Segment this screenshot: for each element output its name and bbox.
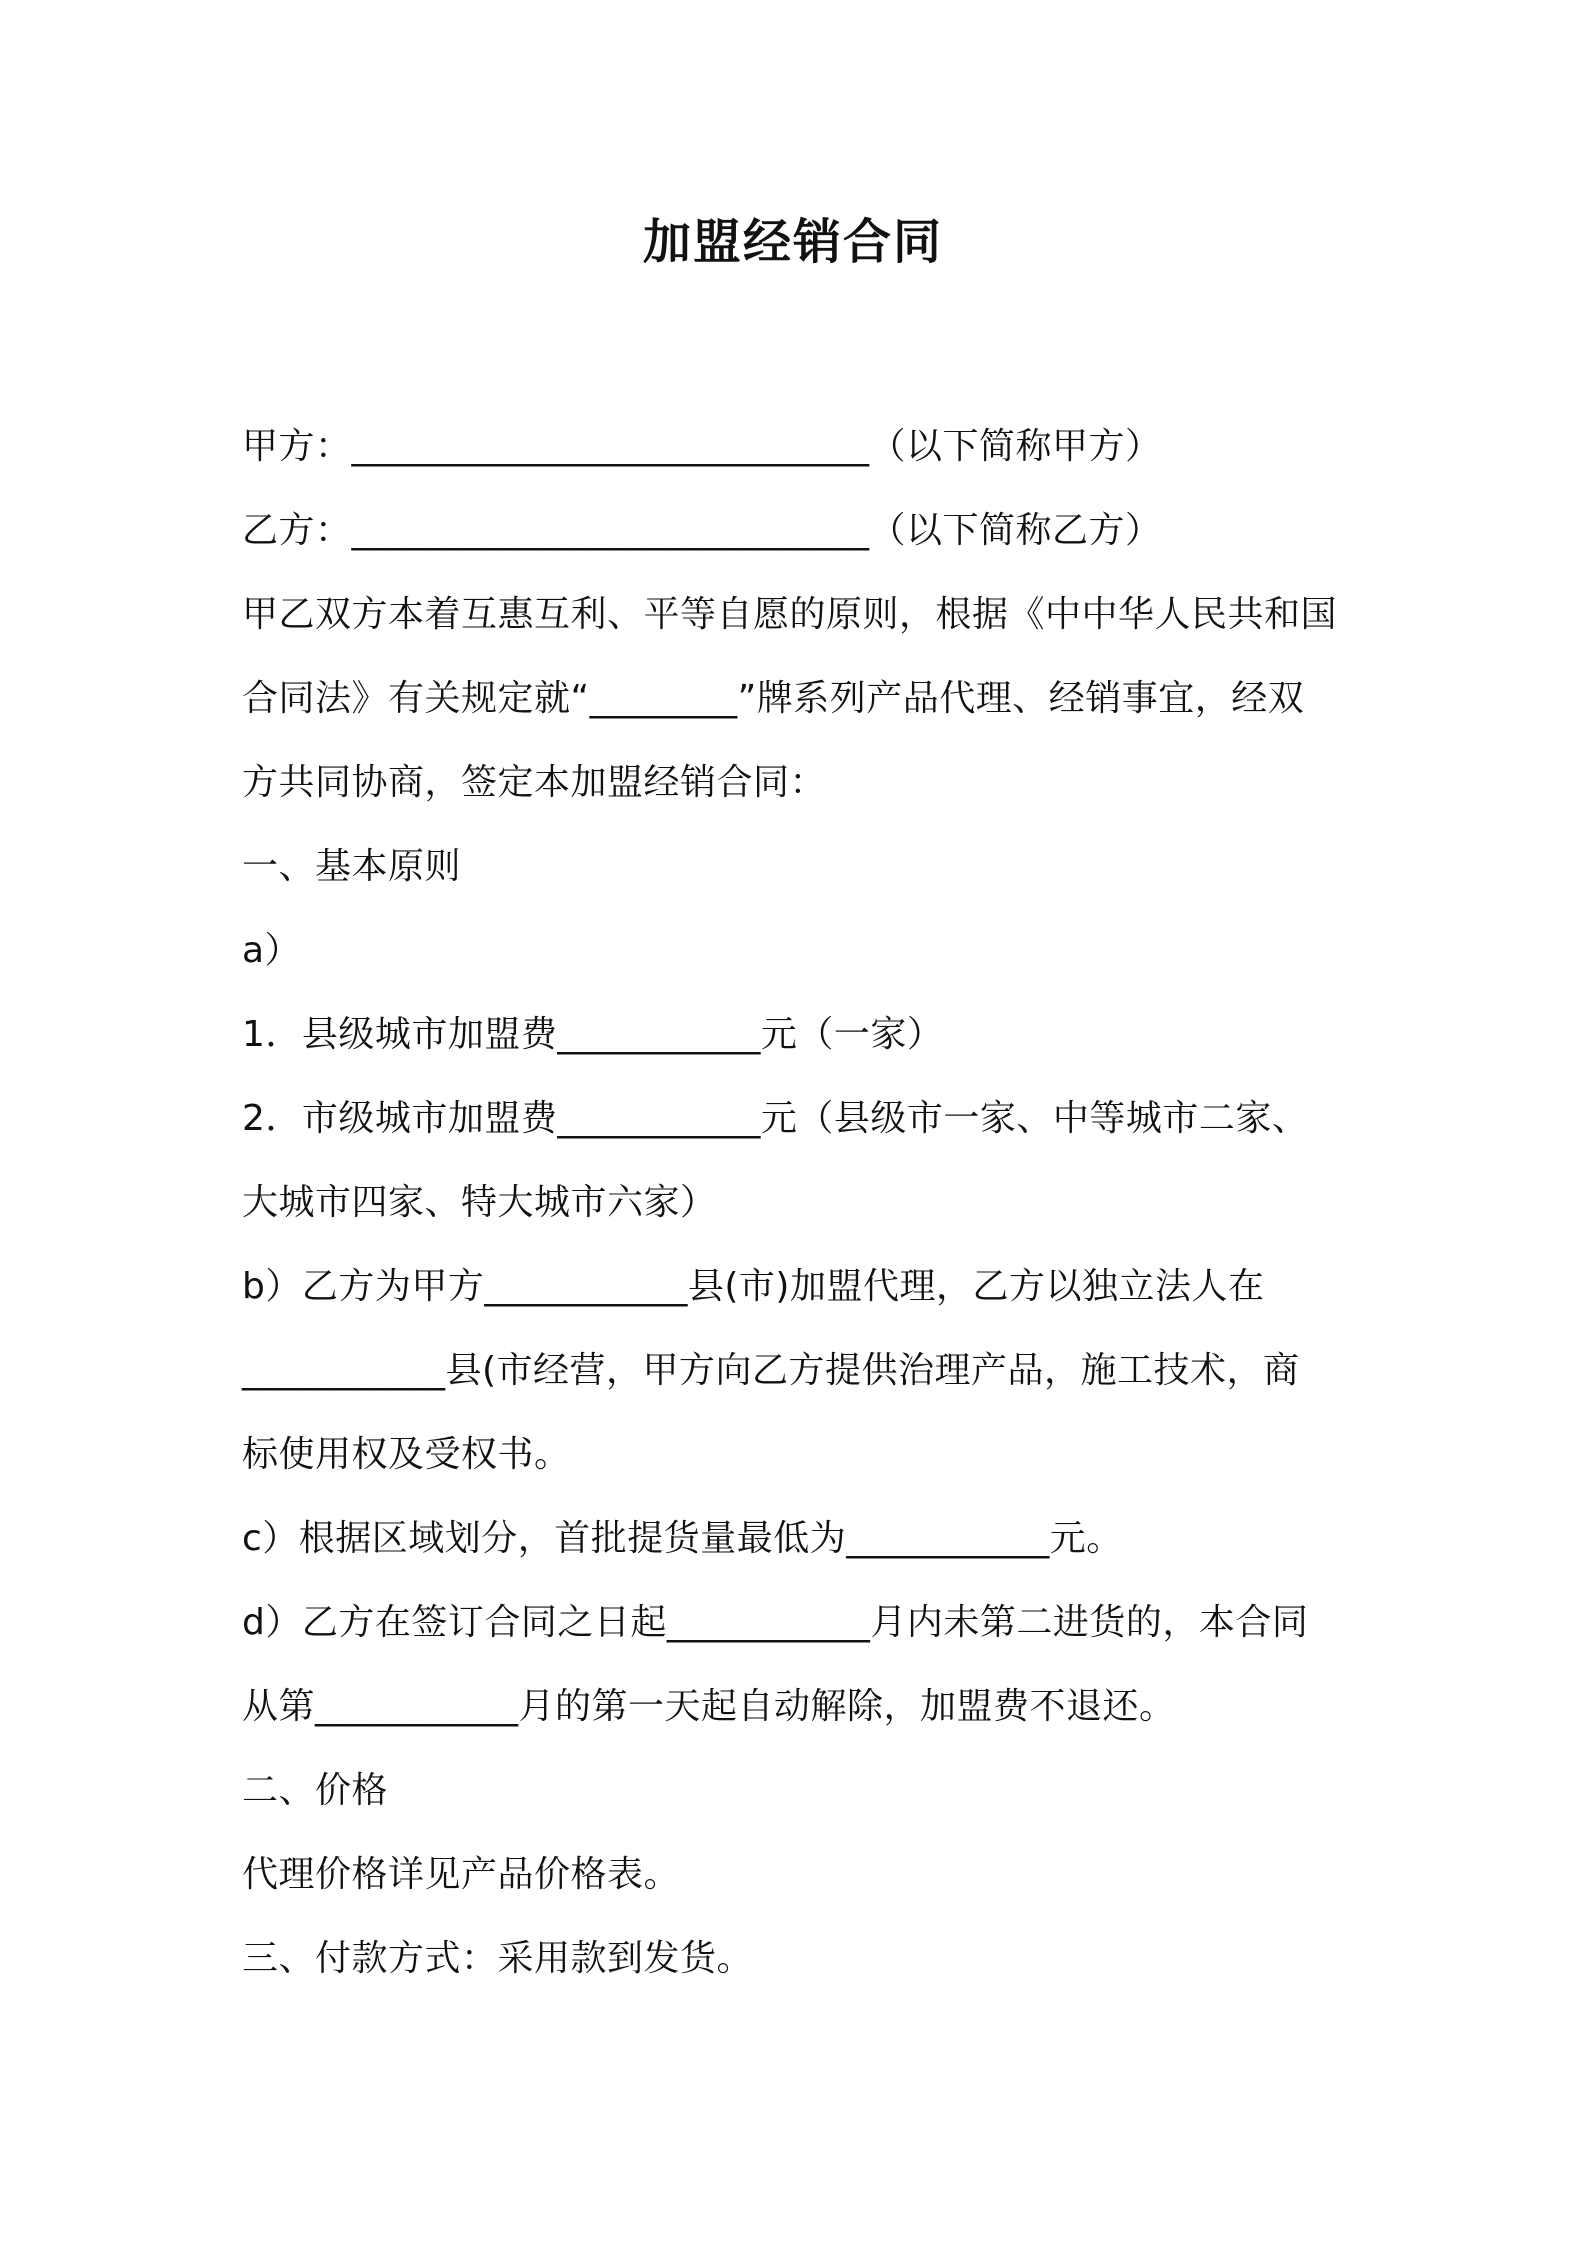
preamble-line-3: 方共同协商，签定本加盟经销合同： — [242, 762, 827, 803]
party-a-line: 甲方：____________________________（以下简称甲方） — [242, 426, 1162, 467]
section-price: 二、价格 — [242, 1770, 389, 1811]
document-title: 加盟经销合同 — [642, 214, 943, 270]
clause-b-line-3: 标使用权及受权书。 — [242, 1434, 571, 1475]
contract-body — [242, 405, 1362, 2001]
county-fee-line: 1．县级城市加盟费___________元（一家） — [242, 1014, 944, 1055]
preamble-line-1: 甲乙双方本着互惠互利、平等自愿的原则，根据《中中华人民共和国 — [242, 594, 1338, 635]
party-b-line: 乙方：____________________________（以下简称乙方） — [242, 510, 1162, 551]
clause-b-line-2: ___________县(市经营，甲方向乙方提供治理产品，施工技术，商 — [242, 1350, 1300, 1391]
preamble-line-2: 合同法》有关规定就“________”牌系列产品代理、经销事宜，经双 — [242, 678, 1305, 719]
city-fee-line-1: 2．市级城市加盟费___________元（县级市一家、中等城市二家、 — [242, 1098, 1309, 1139]
section-payment: 三、付款方式：采用款到发货。 — [242, 1938, 754, 1979]
price-detail-line: 代理价格详见产品价格表。 — [242, 1854, 681, 1895]
clause-c-line: c）根据区域划分，首批提货量最低为___________元。 — [242, 1518, 1123, 1559]
section-basic-principles: 一、基本原则 — [242, 846, 462, 887]
clause-d-line-1: d）乙方在签订合同之日起___________月内未第二进货的，本合同 — [242, 1602, 1309, 1643]
city-fee-line-2: 大城市四家、特大城市六家） — [242, 1182, 717, 1223]
clause-a-label: a） — [242, 930, 302, 971]
clause-b-line-1: b）乙方为甲方___________县(市)加盟代理，乙方以独立法人在 — [242, 1266, 1265, 1307]
clause-d-line-2: 从第___________月的第一天起自动解除，加盟费不退还。 — [242, 1686, 1176, 1727]
